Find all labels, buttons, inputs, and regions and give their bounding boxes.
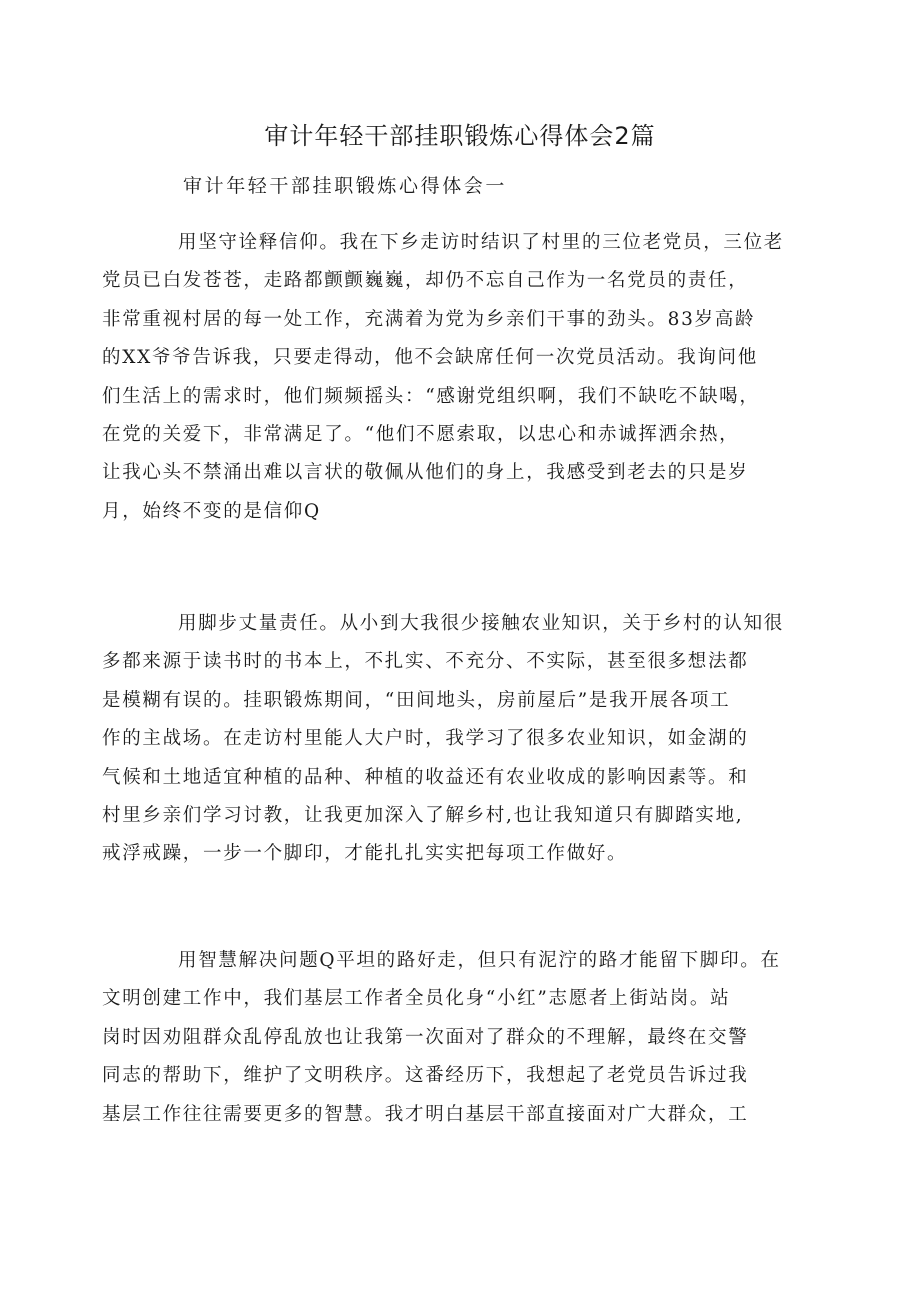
paragraph-line: 基层工作往往需要更多的智慧。我才明白基层干部直接面对广大群众，工 [102,1103,749,1125]
paragraph-line: 用智慧解决问题Q平坦的路好走，但只有泥泞的路才能留下脚印。在 [178,950,781,971]
paragraph-line: 们生活上的需求时，他们频频摇头：“感谢党组织啊，我们不缺吃不缺喝， [102,385,760,407]
paragraph-line: 同志的帮助下，维护了文明秩序。这番经历下，我想起了老党员告诉过我 [102,1065,749,1087]
paragraph-line: 文明创建工作中，我们基层工作者全员化身“小红”志愿者上街站岗。站 [102,988,731,1010]
paragraph-line: 在党的关爱下，非常满足了。“他们不愿索取，以忠心和赤诚挥洒余热， [102,424,740,446]
paragraph-line: 岗时因劝阻群众乱停乱放也让我第一次面对了群众的不理解，最终在交警 [102,1026,749,1048]
document-title: 审计年轻干部挂职锻炼心得体会2篇 [264,122,656,150]
paragraph-line: 让我心头不禁涌出难以言状的敬佩从他们的身上，我感受到老去的只是岁 [102,462,749,484]
paragraph-line: 是模糊有误的。挂职锻炼期间，“田间地头，房前屋后”是我开展各项工 [102,689,731,711]
paragraph-line: 党员已白发苍苍，走路都颤颤巍巍，却仍不忘自己作为一名党员的责任， [102,270,749,292]
paragraph-line: 月，始终不变的是信仰Q [102,500,321,522]
paragraph-line: 多都来源于读书时的书本上，不扎实、不充分、不实际，甚至很多想法都 [102,651,749,673]
document-subtitle: 审计年轻干部挂职锻炼心得体会一 [183,175,508,197]
paragraph-line: 用脚步丈量责任。从小到大我很少接触农业知识，关于乡村的认知很 [178,613,785,634]
paragraph-line: 非常重视村居的每一处工作，充满着为党为乡亲们干事的劲头。83岁高龄 [102,308,756,330]
paragraph-line: 气候和土地适宜种植的品种、种植的收益还有农业收成的影响因素等。和 [102,766,749,788]
paragraph-line: 戒浮戒躁，一步一个脚印，才能扎扎实实把每项工作做好。 [102,843,628,865]
paragraph-line: 作的主战场。在走访村里能人大户时，我学习了很多农业知识，如金湖的 [102,728,749,750]
paragraph-wisdom [102,942,800,1134]
paragraph-line: 用坚守诠释信仰。我在下乡走访时结识了村里的三位老党员，三位老 [178,232,785,253]
paragraph-responsibility [102,605,800,874]
paragraph-faith [102,224,800,531]
paragraph-line: 的XX爷爷告诉我，只要走得动，他不会缺席任何一次党员活动。我询问他 [102,347,758,369]
paragraph-line: 村里乡亲们学习讨教，让我更加深入了解乡村,也让我知道只有脚踏实地, [102,805,744,827]
